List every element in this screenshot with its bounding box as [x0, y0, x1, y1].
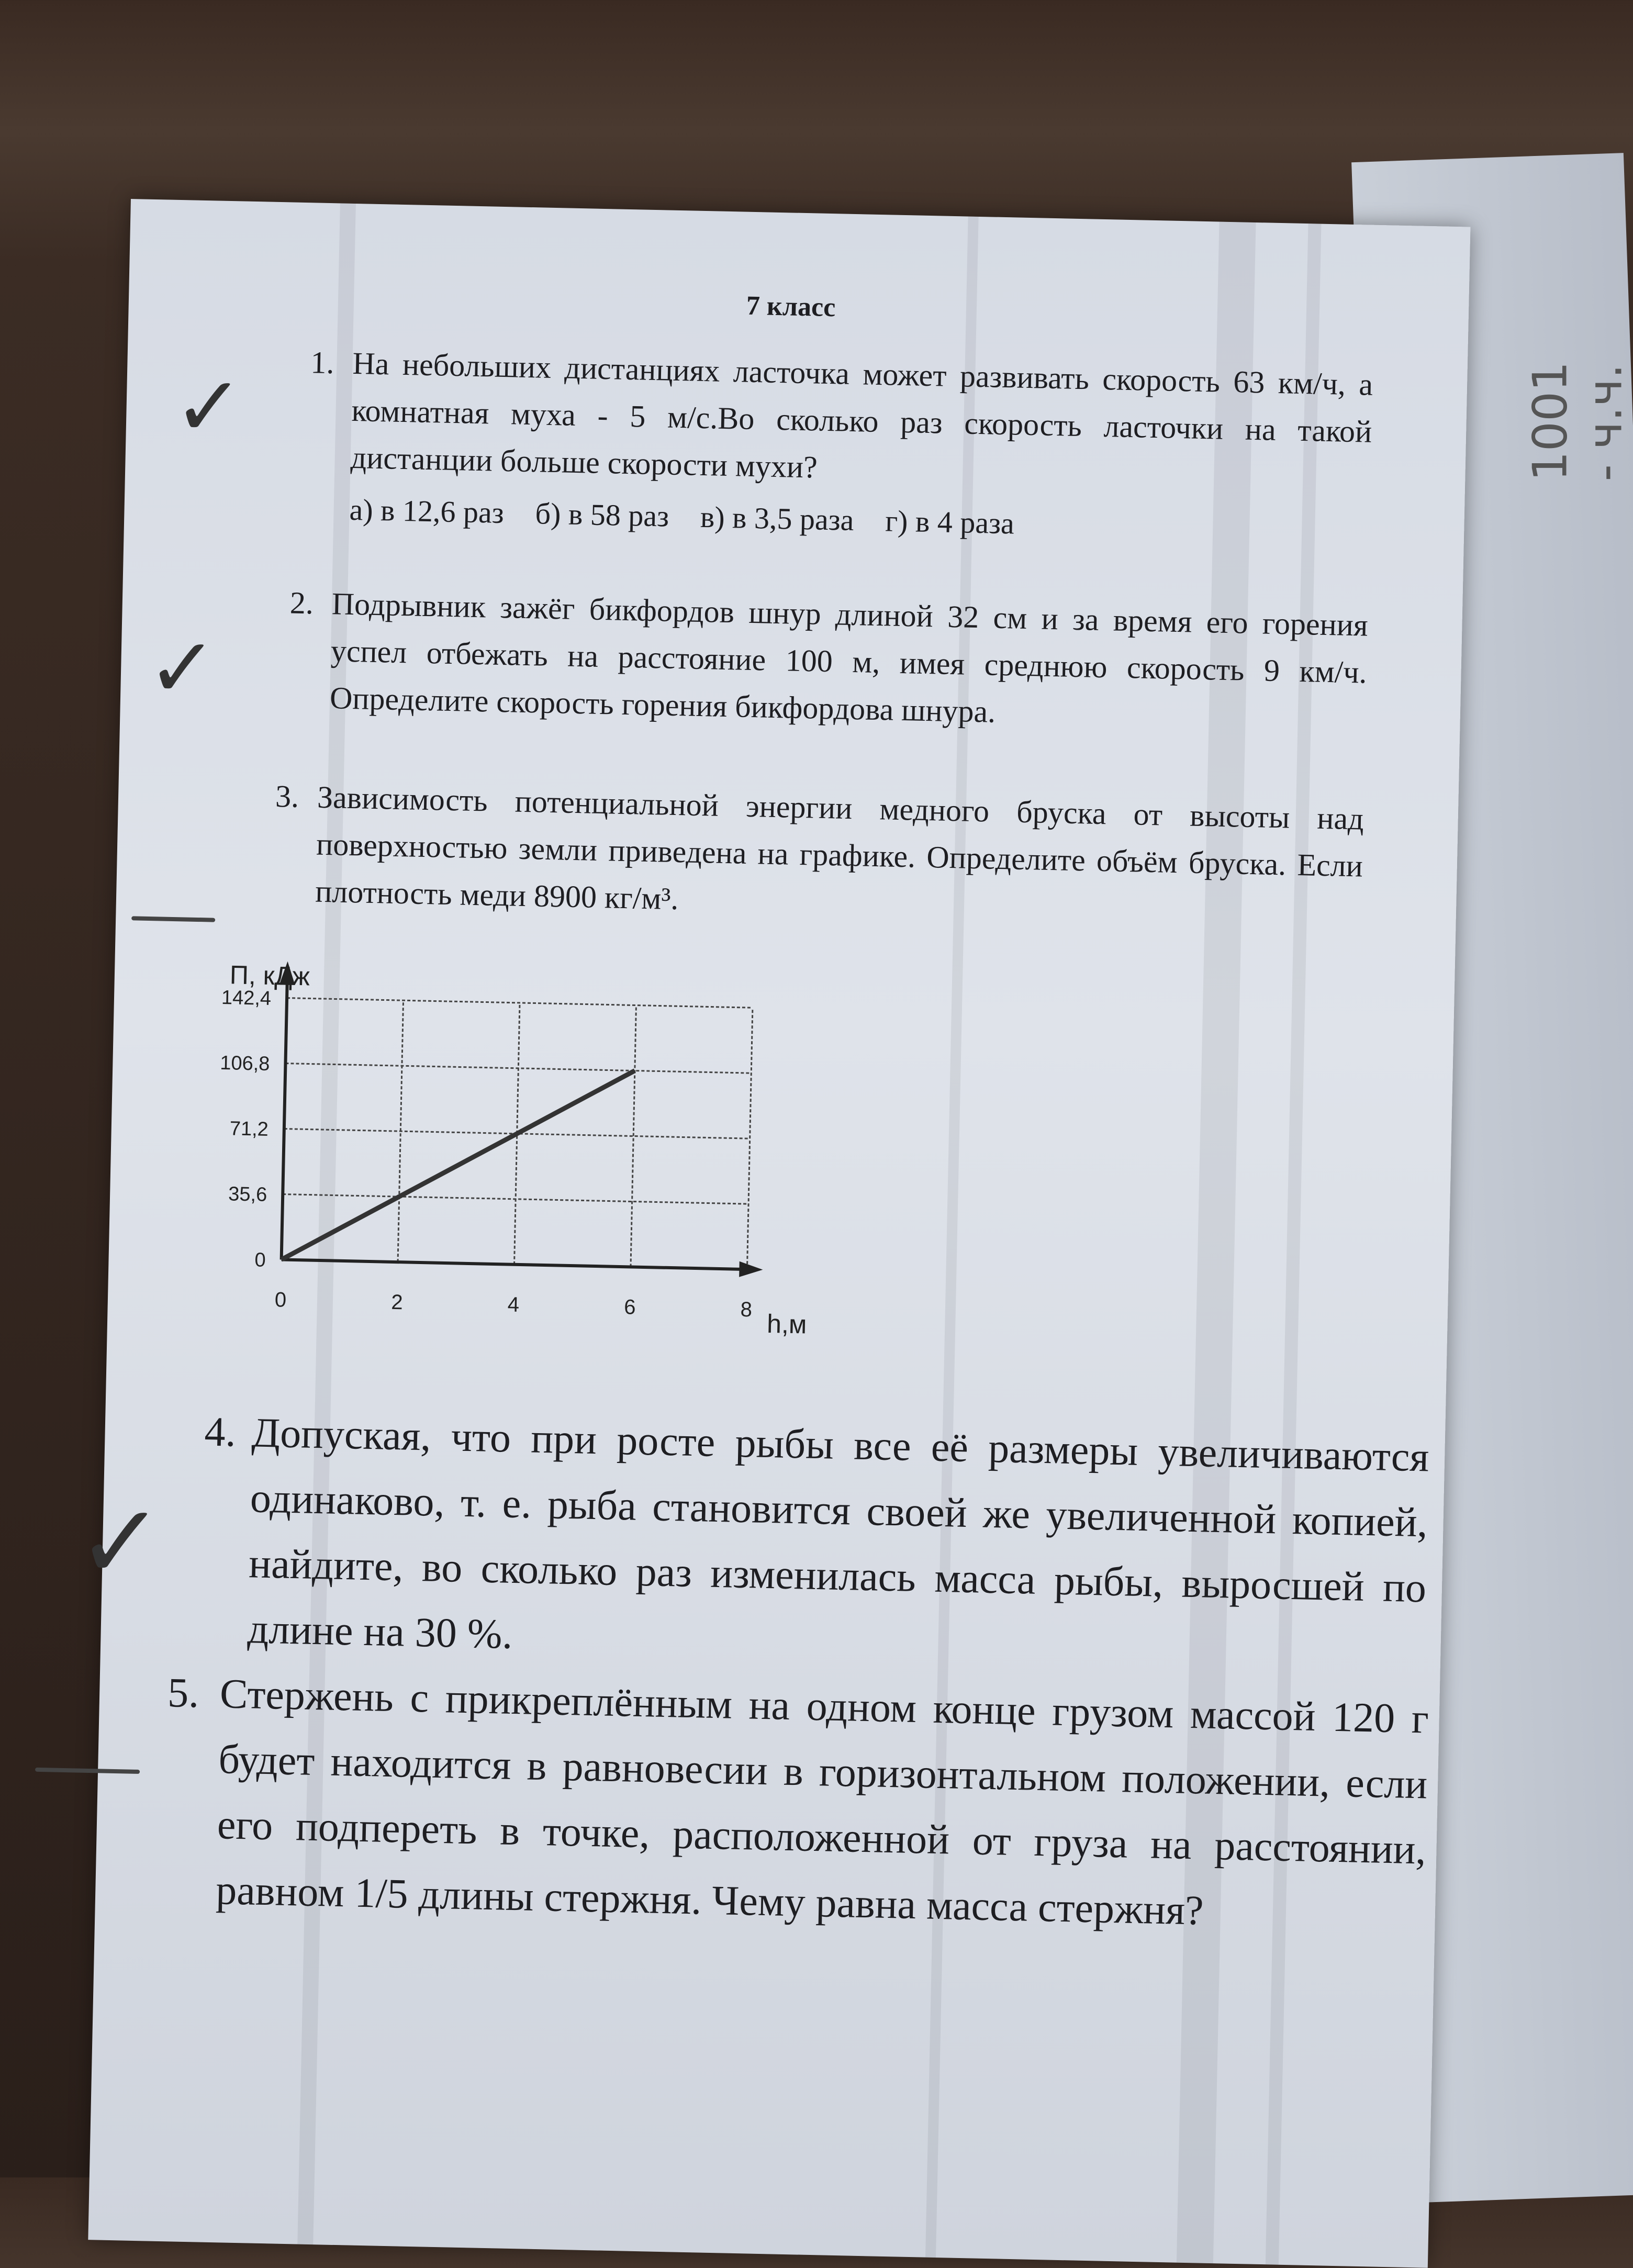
question-number: 2.: [289, 585, 314, 621]
chart-ticks: [215, 987, 758, 1321]
question-2: [289, 580, 1369, 743]
question-number: 5.: [167, 1670, 200, 1717]
check-mark-icon: ✓: [75, 1480, 166, 1604]
question-text: Подрывник зажёг бикфордов шнур длиной 32 см и за время его горения успел отбежать на расстояние 100 м, имея среднюю скорость 9 км/ч. Определите скорость горения бикфордова шнура.: [329, 586, 1369, 729]
question-3: [275, 774, 1364, 937]
option-b: б) в 58 раз: [535, 496, 669, 533]
question-4: [204, 1400, 1430, 1686]
x-tick-label: 6: [623, 1295, 636, 1319]
check-mark-icon: ✓: [146, 618, 219, 718]
x-tick-label: 8: [740, 1298, 753, 1322]
dash-mark: [131, 916, 215, 922]
y-axis: [282, 977, 287, 1260]
y-tick-label: 0: [254, 1249, 266, 1271]
margin-handwriting: 1001 - ч.ч.: [1523, 361, 1633, 482]
option-c: в) в 3,5 раза: [700, 499, 855, 538]
y-axis-label: П, кДж: [229, 960, 310, 991]
option-a: а) в 12,6 раз: [349, 492, 505, 530]
x-axis-label: h,м: [766, 1309, 807, 1339]
y-tick-label: 142,4: [221, 986, 272, 1010]
chart-series: [282, 1064, 635, 1267]
page-title: 7 класс: [746, 291, 836, 323]
question-1: [310, 340, 1373, 555]
x-tick-label: 2: [390, 1290, 404, 1314]
question-text: Зависимость потенциальной энергии медного бруска от высоты над поверхностью земли приведена на графике. Определите объём бруска. Если плотность меди 8900 кг/м³.: [315, 779, 1364, 917]
option-d: г) в 4 раза: [885, 504, 1015, 541]
question-text: Допуская, что при росте рыбы все её размеры увеличиваются одинаково, т. е. рыба становится своей же увеличенной копией, найдите, во сколько раз изменилась масса рыбы, выросшей по длине на 30 %.: [247, 1410, 1430, 1658]
worksheet-page: [75, 199, 1470, 2268]
x-axis: [282, 1259, 747, 1269]
question-text: На небольших дистанциях ласточка может развивать скорость 63 км/ч, а комнатная муха - 5 м/с.Во сколько раз скорость ласточки на такой дистанции больше скорости мухи?: [350, 345, 1373, 485]
series-line: [282, 1064, 635, 1267]
y-tick-label: 35,6: [228, 1183, 267, 1206]
question-5: [167, 1661, 1429, 1948]
y-tick-label: 71,2: [229, 1118, 269, 1141]
x-axis-arrow: [739, 1261, 763, 1278]
question-text: Стержень с прикреплённым на одном конце грузом массой 120 г будет находится в равновесии в горизонтальном положении, если его подпереть в точке, расположенной от груза на расстоянии, равном 1/5 длины стержня. Чему равна масса стержня?: [215, 1671, 1429, 1934]
answer-options: [349, 486, 1370, 555]
question-number: 1.: [310, 345, 335, 381]
energy-height-chart: [158, 933, 900, 1409]
question-number: 3.: [275, 779, 299, 814]
y-tick-label: 106,8: [219, 1052, 270, 1075]
x-tick-label: 4: [507, 1293, 520, 1316]
x-tick-label: 0: [274, 1288, 287, 1312]
dash-mark: [35, 1768, 140, 1774]
question-number: 4.: [204, 1409, 237, 1456]
check-mark-icon: ✓: [172, 356, 245, 456]
